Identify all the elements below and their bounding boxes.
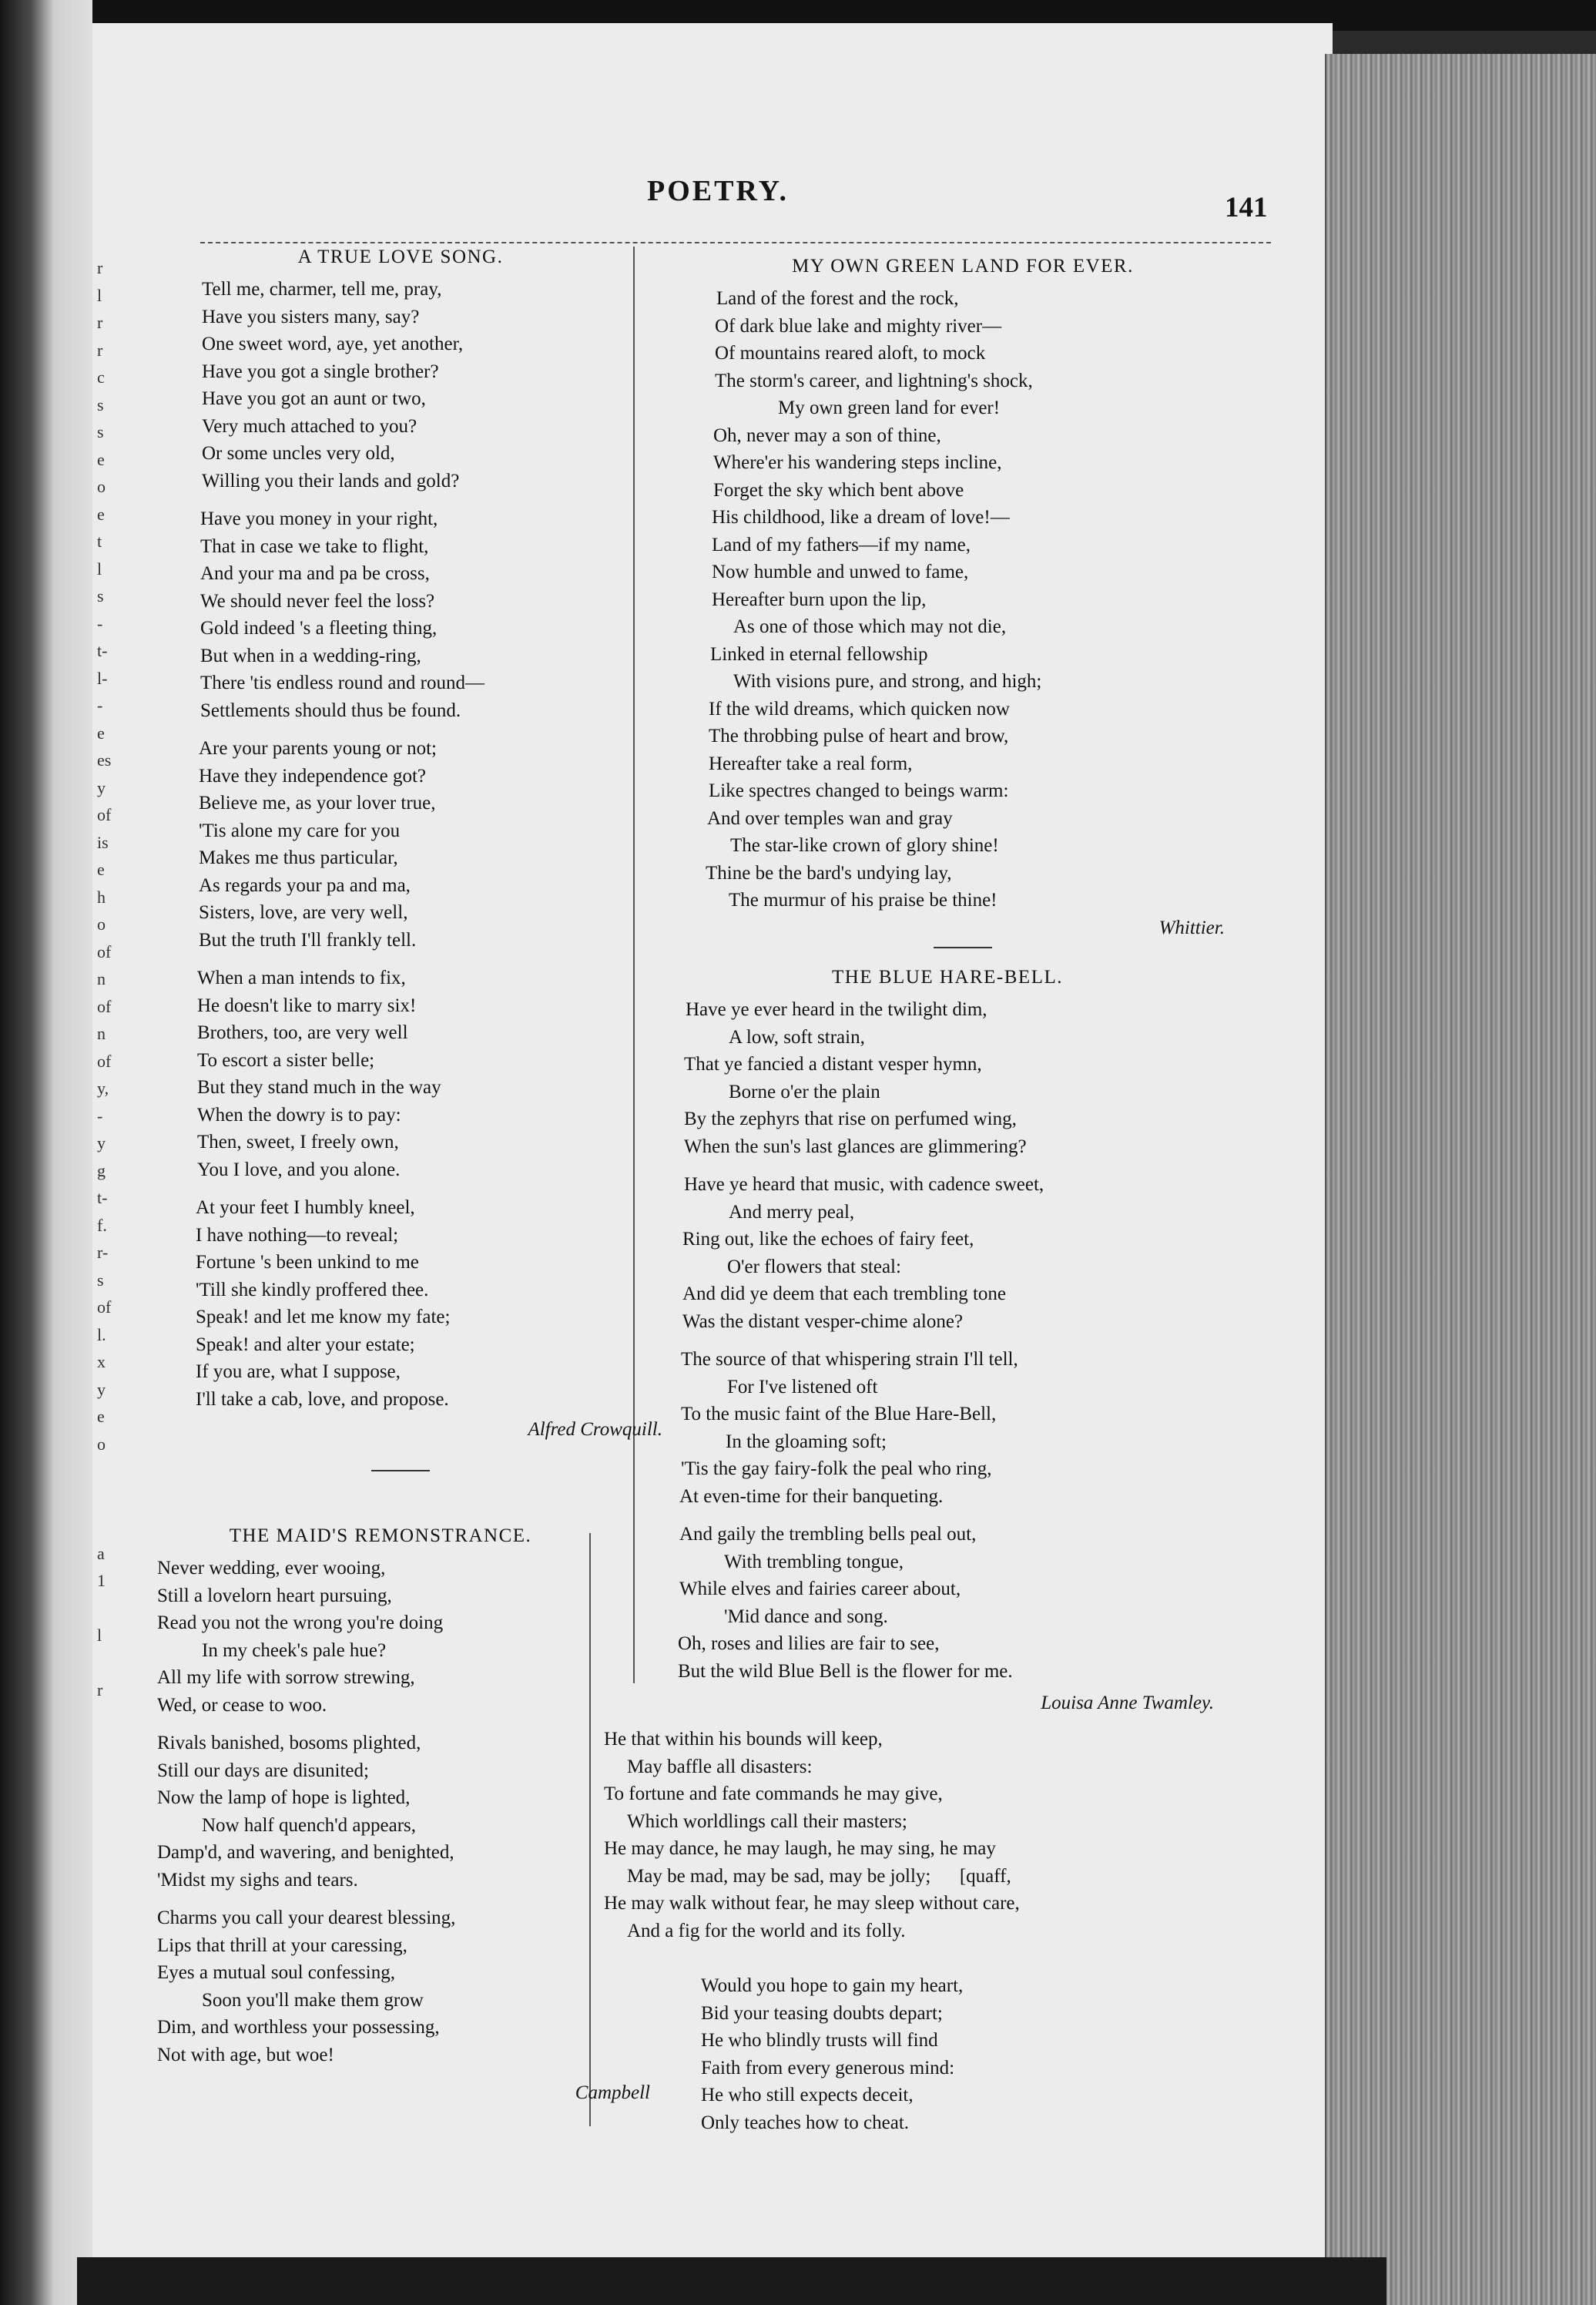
margin-letter: t- xyxy=(97,641,108,660)
margin-letter: t- xyxy=(97,1188,108,1207)
poem-line: May be mad, may be sad, may be jolly; [quaff, xyxy=(627,1865,1011,1887)
poem-line: Ring out, like the echoes of fairy feet, xyxy=(682,1229,974,1250)
poem-line: To fortune and fate commands he may give, xyxy=(604,1783,943,1804)
poem-author: Louisa Anne Twamley. xyxy=(1041,1693,1214,1713)
margin-letter xyxy=(97,1485,109,1513)
poem-line: He that within his bounds will keep, xyxy=(604,1729,883,1750)
margin-letter: - xyxy=(97,1106,103,1126)
margin-letter xyxy=(97,1458,109,1485)
stanza xyxy=(662,1171,1232,1335)
margin-letter: e xyxy=(97,860,105,879)
poem-author: Whittier. xyxy=(1158,917,1225,938)
poem-line: Where'er his wandering steps incline, xyxy=(713,452,1002,473)
margin-letter: l xyxy=(97,559,102,579)
margin-letter: t xyxy=(97,532,102,551)
poem-line: Have ye heard that music, with cadence sweet, xyxy=(684,1174,1044,1195)
poem-maids-remonstrance xyxy=(157,1525,650,2107)
poem-line: Was the distant vesper-chime alone? xyxy=(682,1310,964,1332)
poem-line: 'Till she kindly proffered thee. xyxy=(196,1279,429,1300)
poem-author: Alfred Crowquill. xyxy=(528,1419,662,1440)
poem-line: Fortune 's been unkind to me xyxy=(196,1252,419,1273)
margin-letter: of xyxy=(97,941,112,961)
margin-letter: y, xyxy=(97,1079,109,1098)
poem-line: Bid your teasing doubts depart; xyxy=(701,2002,943,2024)
margin-letter: x xyxy=(97,1352,106,1371)
poem-line: Never wedding, ever wooing, xyxy=(157,1558,386,1579)
poem-line: With visions pure, and strong, and high; xyxy=(733,671,1042,692)
margin-letter: s xyxy=(97,422,104,441)
poem-line: Now humble and unwed to fame, xyxy=(712,562,969,582)
margin-letter: e xyxy=(97,449,105,469)
margin-letter: 1 xyxy=(97,1571,106,1590)
margin-letter: r xyxy=(97,258,103,277)
poem-line: And gaily the trembling bells peal out, xyxy=(679,1524,977,1545)
margin-letter: e xyxy=(97,723,105,743)
poem-line: My own green land for ever! xyxy=(778,398,1001,418)
poem-title: A TRUE LOVE SONG. xyxy=(297,247,504,267)
poem-line: Rivals banished, bosoms plighted, xyxy=(157,1733,421,1753)
poem-line: I have nothing—to reveal; xyxy=(196,1224,399,1246)
poem-line: Forget the sky which bent above xyxy=(713,479,964,501)
poem-line: Dim, and worthless your possessing, xyxy=(157,2017,440,2038)
poem-line: His childhood, like a dream of love!— xyxy=(712,507,1010,528)
scan-left-edge xyxy=(0,0,92,2305)
poem-line: Damp'd, and wavering, and benighted, xyxy=(157,1842,454,1863)
poem-line: I'll take a cab, love, and propose. xyxy=(196,1388,449,1410)
poem-line: Oh, roses and lilies are fair to see, xyxy=(678,1633,940,1654)
poem-line: 'Tis the gay fairy-folk the peal who ring, xyxy=(681,1458,992,1479)
margin-letter: - xyxy=(97,696,103,715)
stanza xyxy=(169,735,632,954)
poem-line: For I've listened oft xyxy=(727,1376,878,1397)
poem-line: Of dark blue lake and mighty river— xyxy=(715,315,1002,337)
poem-line: To escort a sister belle; xyxy=(197,1049,375,1071)
poem-line: May baffle all disasters: xyxy=(627,1756,813,1777)
poem-line: The star-like crown of glory shine! xyxy=(730,835,999,856)
poem-line: By the zephyrs that rise on perfumed wing, xyxy=(684,1109,1017,1129)
margin-letter: l- xyxy=(97,668,108,688)
poem-line: Have you got an aunt or two, xyxy=(202,388,426,409)
poem-line: While elves and fairies career about, xyxy=(679,1579,961,1599)
poem-line: Which worldlings call their masters; xyxy=(627,1810,907,1832)
poem-line: Or some uncles very old, xyxy=(202,443,395,464)
facing-page-margin xyxy=(97,254,112,1704)
margin-letter: of xyxy=(97,805,112,824)
poem-line: But when in a wedding-ring, xyxy=(200,645,421,666)
page-number: 141 xyxy=(1225,192,1268,223)
poem-line: He may dance, he may laugh, he may sing, he may xyxy=(604,1838,996,1859)
poem-line: But the truth I'll frankly tell. xyxy=(199,929,417,951)
poem-within-his-bounds xyxy=(604,1726,1243,1944)
poem-title: THE MAID'S REMONSTRANCE. xyxy=(229,1525,532,1546)
poem-line: Believe me, as your lover true, xyxy=(199,793,436,814)
poem-line: And a fig for the world and its folly. xyxy=(627,1920,906,1941)
poem-line: If you are, what I suppose, xyxy=(196,1361,401,1382)
poem-line: Land of my fathers—if my name, xyxy=(712,534,971,555)
poem-line: Soon you'll make them grow xyxy=(202,1989,424,2011)
poem-line: Only teaches how to cheat. xyxy=(701,2112,910,2133)
poem-line: He doesn't like to marry six! xyxy=(197,995,417,1016)
poem-line: When the dowry is to pay: xyxy=(197,1104,401,1126)
margin-letter: of xyxy=(97,1051,112,1071)
poem-line: All my life with sorrow strewing, xyxy=(157,1667,415,1688)
poem-line: That in case we take to flight, xyxy=(200,535,429,557)
margin-letter: n xyxy=(97,1024,106,1043)
stanza xyxy=(169,505,632,724)
poem-true-love-song xyxy=(169,247,662,1471)
poem-line: You I love, and you alone. xyxy=(197,1159,401,1180)
poem-line: That ye fancied a distant vesper hymn, xyxy=(684,1054,982,1075)
poem-title: MY OWN GREEN LAND FOR EVER. xyxy=(792,256,1134,277)
stanza xyxy=(169,276,632,495)
margin-letter: r xyxy=(97,313,103,332)
poem-line: To the music faint of the Blue Hare-Bell, xyxy=(681,1404,997,1424)
margin-letter: o xyxy=(97,1434,106,1454)
margin-letter: r xyxy=(97,1680,103,1699)
poem-line: Settlements should thus be found. xyxy=(200,700,461,721)
margin-letter xyxy=(97,1595,109,1622)
poem-line: The source of that whispering strain I'll tell, xyxy=(681,1349,1018,1370)
stanza xyxy=(157,1904,604,2068)
poem-line: Lips that thrill at your caressing, xyxy=(157,1934,407,1956)
margin-letter: r- xyxy=(97,1243,109,1262)
poem-line: 'Tis alone my care for you xyxy=(199,820,401,841)
margin-letter: is xyxy=(97,832,109,852)
poem-line: He who still expects deceit, xyxy=(701,2085,914,2105)
margin-letter: h xyxy=(97,887,106,907)
stanza xyxy=(662,1346,1232,1510)
poem-line: The throbbing pulse of heart and brow, xyxy=(709,726,1009,747)
margin-letter: of xyxy=(97,1297,112,1317)
poem-line: Hereafter take a real form, xyxy=(709,753,913,774)
poem-line: Makes me thus particular, xyxy=(199,847,398,868)
poem-line: Have ye ever heard in the twilight dim, xyxy=(686,999,987,1020)
book-page xyxy=(92,23,1333,2257)
poem-line: Gold indeed 's a fleeting thing, xyxy=(200,618,438,639)
header-rule xyxy=(200,242,1271,243)
margin-letter: - xyxy=(97,613,103,633)
poem-line: Now half quench'd appears, xyxy=(202,1814,417,1836)
margin-letter: y xyxy=(97,777,106,797)
poem-line: At your feet I humbly kneel, xyxy=(196,1197,415,1218)
poem-line: And merry peal, xyxy=(729,1201,855,1223)
margin-letter: o xyxy=(97,477,106,496)
poem-line: Then, sweet, I freely own, xyxy=(197,1132,399,1152)
poem-gain-my-heart xyxy=(701,1972,1163,2136)
poem-line: Have you sisters many, say? xyxy=(202,306,420,327)
poem-line: He may walk without fear, he may sleep without care, xyxy=(604,1893,1020,1914)
margin-letter: s xyxy=(97,394,104,414)
margin-letter: e xyxy=(97,1407,105,1426)
stanza xyxy=(157,1555,604,1719)
page-title: POETRY. xyxy=(647,175,790,207)
poem-line: Still a lovelorn heart pursuing, xyxy=(157,1585,392,1606)
stanza xyxy=(662,1521,1232,1685)
margin-letter: s xyxy=(97,586,104,606)
poem-line: Now the lamp of hope is lighted, xyxy=(157,1787,411,1808)
margin-letter: f. xyxy=(97,1215,107,1235)
poem-my-own-green-land xyxy=(693,256,1232,948)
poem-line: 'Midst my sighs and tears. xyxy=(157,1869,358,1891)
poem-line: Speak! and let me know my fate; xyxy=(196,1307,451,1327)
poem-line: Thine be the bard's undying lay, xyxy=(706,862,952,884)
poem-line: Linked in eternal fellowship xyxy=(710,643,928,665)
stanza xyxy=(169,965,632,1183)
poem-line: One sweet word, aye, yet another, xyxy=(202,334,464,354)
margin-letter: g xyxy=(97,1160,106,1180)
margin-letter: es xyxy=(97,750,112,770)
stanza xyxy=(169,1194,632,1413)
poem-line: Are your parents young or not; xyxy=(199,738,437,759)
poem-line: Speak! and alter your estate; xyxy=(196,1334,415,1355)
section-rule xyxy=(371,1470,430,1471)
scan-bottom-edge xyxy=(77,2257,1386,2305)
margin-letter: l xyxy=(97,1626,102,1645)
poem-line: Of mountains reared aloft, to mock xyxy=(715,343,986,364)
margin-letter: a xyxy=(97,1543,105,1563)
poem-line: We should never feel the loss? xyxy=(200,590,435,612)
column-divider-upper xyxy=(633,247,635,1683)
margin-letter: y xyxy=(97,1133,106,1152)
margin-letter: l. xyxy=(97,1324,106,1344)
poem-line: As one of those which may not die, xyxy=(733,616,1007,637)
section-rule xyxy=(934,947,992,948)
poem-line: A low, soft strain, xyxy=(729,1026,865,1048)
poem-line: And did ye deem that each trembling tone xyxy=(682,1283,1007,1304)
poem-line: Eyes a mutual soul confessing, xyxy=(157,1962,395,1983)
poem-line: Read you not the wrong you're doing xyxy=(157,1612,444,1633)
poem-line: Hereafter burn upon the lip, xyxy=(712,589,927,610)
poem-line: Would you hope to gain my heart, xyxy=(701,1975,964,1996)
poem-line: There 'tis endless round and round— xyxy=(200,673,485,693)
margin-letter: c xyxy=(97,367,105,387)
poem-line: Have you got a single brother? xyxy=(202,361,439,382)
poem-line: But the wild Blue Bell is the flower for me. xyxy=(678,1660,1013,1682)
stanza xyxy=(662,996,1232,1160)
poem-line: Very much attached to you? xyxy=(202,415,417,437)
poem-line: When the sun's last glances are glimmering? xyxy=(684,1136,1027,1157)
page-edge-stack xyxy=(1325,54,1596,2305)
poem-line: In my cheek's pale hue? xyxy=(202,1639,387,1661)
poem-line: Borne o'er the plain xyxy=(729,1081,880,1102)
poem-line: Wed, or cease to woo. xyxy=(157,1694,327,1716)
poem-line: Have you money in your right, xyxy=(200,508,438,529)
poem-author: Campbell xyxy=(575,2082,650,2103)
margin-letter: o xyxy=(97,914,106,934)
poem-line: Tell me, charmer, tell me, pray, xyxy=(202,279,442,300)
poem-line: Have they independence got? xyxy=(199,765,427,787)
poem-blue-hare-bell xyxy=(662,967,1232,1717)
margin-letter: of xyxy=(97,996,112,1016)
margin-letter xyxy=(97,1649,109,1677)
poem-line: Still our days are disunited; xyxy=(157,1760,369,1781)
poem-line: Like spectres changed to beings warm: xyxy=(709,780,1009,801)
poem-line: 'Mid dance and song. xyxy=(724,1605,888,1627)
stanza xyxy=(157,1730,604,1894)
poem-line: But they stand much in the way xyxy=(197,1077,441,1098)
margin-letter: l xyxy=(97,285,102,305)
poem-line: And your ma and pa be cross, xyxy=(200,563,430,584)
poem-line: With trembling tongue, xyxy=(724,1551,904,1572)
poem-line: Not with age, but woe! xyxy=(157,2044,334,2065)
poem-line: And over temples wan and gray xyxy=(707,807,953,829)
poem-line: At even-time for their banqueting. xyxy=(679,1485,944,1507)
poem-line: Brothers, too, are very well xyxy=(197,1022,408,1043)
margin-letter: e xyxy=(97,504,105,524)
poem-line: He who blindly trusts will find xyxy=(701,2030,938,2051)
poem-line: Oh, never may a son of thine, xyxy=(713,424,941,446)
poem-line: The storm's career, and lightning's shock, xyxy=(715,370,1033,391)
poem-line: Willing you their lands and gold? xyxy=(202,470,460,492)
poem-line: Charms you call your dearest blessing, xyxy=(157,1907,456,1928)
margin-letter: n xyxy=(97,969,106,988)
poem-line: The murmur of his praise be thine! xyxy=(729,890,998,911)
poem-line: Faith from every generous mind: xyxy=(701,2057,955,2079)
poem-line: Sisters, love, are very well, xyxy=(199,902,408,923)
poem-line: If the wild dreams, which quicken now xyxy=(709,698,1010,720)
poem-line: O'er flowers that steal: xyxy=(727,1256,901,1277)
poem-line: Land of the forest and the rock, xyxy=(716,288,959,309)
margin-letter xyxy=(97,1512,109,1540)
poem-line: When a man intends to fix, xyxy=(197,968,406,988)
poem-title: THE BLUE HARE-BELL. xyxy=(832,967,1063,988)
margin-letter: y xyxy=(97,1379,106,1399)
poem-line: In the gloaming soft; xyxy=(726,1431,887,1452)
margin-letter: r xyxy=(97,340,103,360)
margin-letter: s xyxy=(97,1270,104,1290)
poem-stanzas xyxy=(169,276,632,1413)
poem-line: As regards your pa and ma, xyxy=(199,874,411,896)
